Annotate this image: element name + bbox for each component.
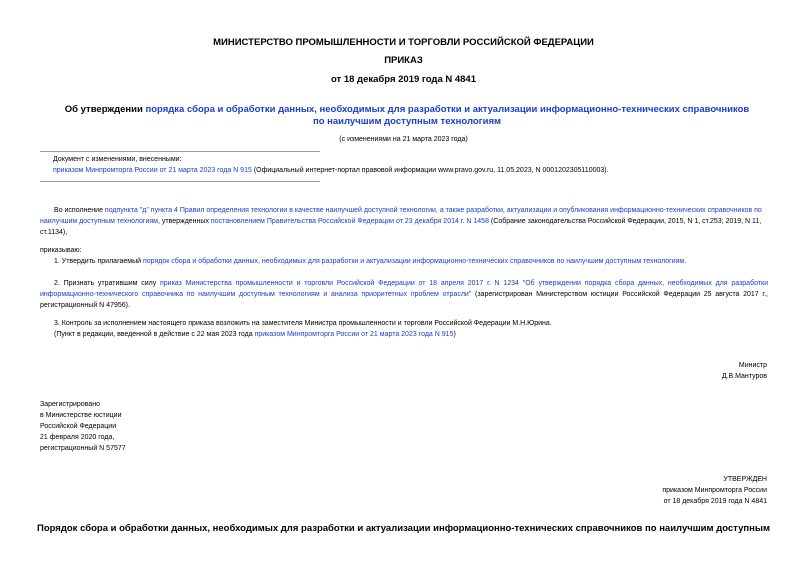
- registration-line1: Зарегистрировано: [40, 401, 100, 408]
- doc-type: ПРИКАЗ: [384, 55, 423, 66]
- revision-note: (с изменениями на 21 марта 2023 года): [339, 136, 468, 143]
- registration-line4: 21 февраля 2020 года,: [40, 434, 115, 441]
- changes-line2: [53, 165, 773, 176]
- item-1: [54, 256, 768, 267]
- item1-text2: .: [684, 258, 687, 265]
- doc-date: от 18 декабря 2019 года N 4841: [330, 74, 476, 85]
- changes-line1: Документ с изменениями, внесенными:: [53, 156, 182, 163]
- changes-bottom-rule: [40, 181, 320, 182]
- item-2: [40, 278, 768, 311]
- item2-text2: (зарегистрирован Министерством юстиции Российской Федерации 25 августа 2017 г., регистрационный N 47956).: [40, 291, 768, 309]
- signature: [567, 360, 767, 382]
- item3-note-text2: ): [453, 331, 456, 338]
- approved-block: [517, 474, 767, 507]
- item2-text1: 2. Признать утратившим силу: [54, 280, 160, 287]
- registration-line5: регистрационный N 57577: [40, 445, 126, 452]
- preamble-link2[interactable]: постановлением Правительства Российской Федерации от 23 декабря 2014 г. N 1458: [210, 218, 489, 225]
- item1-link[interactable]: порядок сбора и обработки данных, необходимых для разработки и актуализации информационно-технических справочников по наилучшим доступным технологиям: [142, 258, 685, 265]
- changes-link[interactable]: приказом Минпромторга России от 21 марта 2023 года N 915: [53, 167, 252, 174]
- order-word: приказываю:: [40, 247, 82, 254]
- preamble-text3: (Собрание законодательства Российской Федерации, 2015, N 1, ст.253; 2019, N 11, ст.1134),: [40, 218, 762, 236]
- item1-text1: 1. Утвердить прилагаемый: [54, 258, 143, 265]
- ministry-heading: МИНИСТЕРСТВО ПРОМЫШЛЕННОСТИ И ТОРГОВЛИ РОССИЙСКОЙ ФЕДЕРАЦИИ: [213, 37, 594, 48]
- preamble: [40, 205, 768, 238]
- preamble-link1[interactable]: подпункта "д" пункта 4 Правил определения технологии в качестве наилучшей доступной технологии, а также разработки, актуализации и опубликования информационно-технических справочников по наилучшим доступным технологиям: [40, 207, 762, 225]
- approved-line2: приказом Минпромторга России: [662, 487, 767, 494]
- doc-title-link[interactable]: порядка сбора и обработки данных, необходимых для разработки и актуализации информационно-технических справочников по наилучшим доступным технологиям: [145, 104, 750, 127]
- preamble-text2: , утвержденных: [158, 218, 211, 225]
- registration-line3: Российской Федерации: [40, 423, 117, 430]
- appendix-title: Порядок сбора и обработки данных, необходимых для разработки и актуализации информационно-технических справочников по наилучшим доступным: [37, 523, 770, 534]
- doc-title: [62, 104, 752, 128]
- preamble-text1: Во исполнение: [54, 207, 105, 214]
- item3-note-link[interactable]: приказом Минпромторга России от 21 марта 2023 года N 915: [254, 331, 454, 338]
- changes-rest: (Официальный интернет-портал правовой информации www.pravo.gov.ru, 11.05.2023, N 0001202305110003).: [251, 167, 609, 174]
- registration-line2: в Министерстве юстиции: [40, 412, 122, 419]
- item3-note-text1: (Пункт в редакции, введенной в действие с 22 мая 2023 года: [54, 331, 255, 338]
- approved-line3: от 18 декабря 2019 года N 4841: [663, 498, 767, 505]
- registration-block: [40, 399, 240, 454]
- signature-role: Министр: [738, 362, 767, 369]
- item-3: [54, 318, 768, 340]
- item2-link[interactable]: приказ Министерства промышленности и торговли Российской Федерации от 18 апреля 2017 г. N 1234 "Об утверждении порядка сбора данных, необходимых для разработки информационно-технического справочника по наилучшим доступным технологиям и анализа приоритетных проблем отрасли": [40, 280, 768, 298]
- approved-line1: УТВЕРЖДЕН: [723, 476, 767, 483]
- signature-name: Д.В.Мантуров: [721, 373, 767, 380]
- changes-box: [53, 154, 773, 176]
- item3-note: [54, 329, 768, 340]
- item3-text: 3. Контроль за исполнением настоящего приказа возложить на заместителя Министра промышленности и торговли Российской Федерации М.Н.Юрина.: [54, 320, 552, 327]
- changes-top-rule: [40, 151, 320, 152]
- doc-title-prefix: Об утверждении: [64, 104, 146, 115]
